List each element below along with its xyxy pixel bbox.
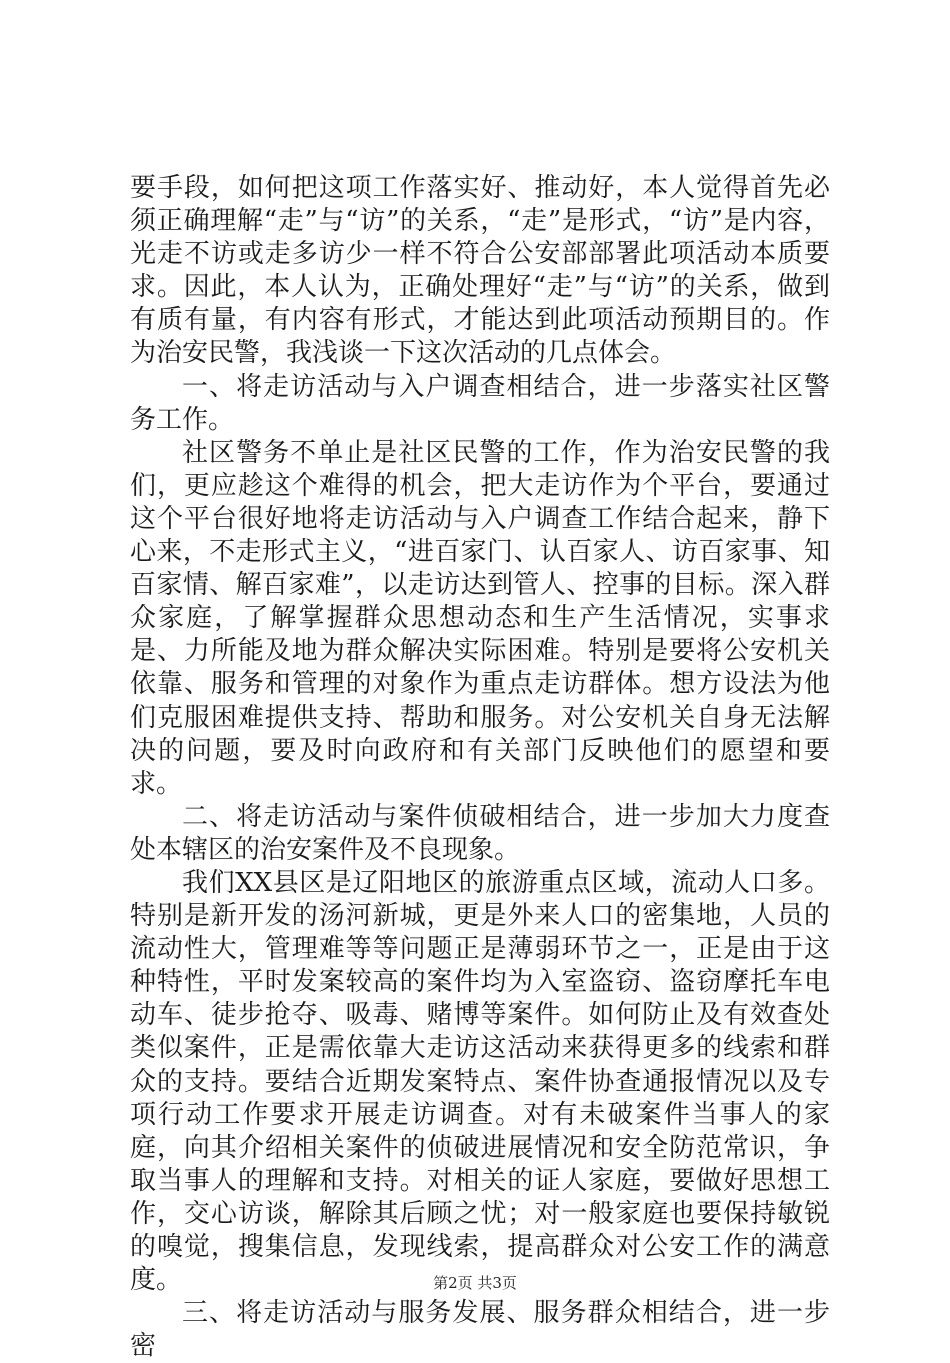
paragraph-community-policing: 社区警务不单止是社区民警的工作，作为治安民警的我们，更应趁这个难得的机会，把大走访作为个平台，要通过这个平台很好地将走访活动与入户调查工作结合起来，静下心来，不走形式主义，“进百家门、认百家人、访百家事、知百家情、解百家难”，以走访达到管人、控事的目标。深入群众家庭，了解掌握群众思想动态和生产生活情况，实事求是、力所能及地为群众解决实际困难。特别是要将公安机关依靠、服务和管理的对象作为重点走访群体。想方设法为他们克服困难提供支持、帮助和服务。对公安机关自身无法解决的问题，要及时向政府和有关部门反映他们的愿望和要求。	[130, 437, 830, 799]
page-footer: 第2页 共3页	[433, 1274, 517, 1292]
paragraph-continuation: 要手段，如何把这项工作落实好、推动好，本人觉得首先必须正确理解“走”与“访”的关系，“走”是形式，“访”是内容，光走不访或走多访少一样不符合公安部部署此项活动本质要求。因此，本人认为，正确处理好“走”与“访”的关系，做到有质有量，有内容有形式，才能达到此项活动预期目的。作为治安民警，我浅谈一下这次活动的几点体会。	[130, 173, 830, 369]
document-body	[130, 172, 830, 1363]
paragraph-case-solving: 我们XX县区是辽阳地区的旅游重点区域，流动人口多。特别是新开发的汤河新城，更是外来人口的密集地，人员的流动性大，管理难等等问题正是薄弱环节之一，正是由于这种特性，平时发案较高的案件均为入室盗窃、盗窃摩托车电动车、徒步抢夺、吸毒、赌博等案件。如何防止及有效查处类似案件，正是需依靠大走访这活动来获得更多的线索和群众的支持。要结合近期发案特点、案件协查通报情况以及专项行动工作要求开展走访调查。对有未破案件当事人的家庭，向其介绍相关案件的侦破进展情况和安全防范常识，争取当事人的理解和支持。对相关的证人家庭，要做好思想工作，交心访谈，解除其后顾之忧；对一般家庭也要保持敏锐的嗅觉，搜集信息，发现线索，提高群众对公安工作的满意度。	[130, 867, 830, 1296]
section-heading-2: 二、将走访活动与案件侦破相结合，进一步加大力度查处本辖区的治安案件及不良现象。	[130, 801, 830, 865]
section-heading-3: 三、将走访活动与服务发展、服务群众相结合，进一步密	[130, 1298, 830, 1362]
section-heading-1: 一、将走访活动与入户调查相结合，进一步落实社区警务工作。	[130, 371, 830, 435]
